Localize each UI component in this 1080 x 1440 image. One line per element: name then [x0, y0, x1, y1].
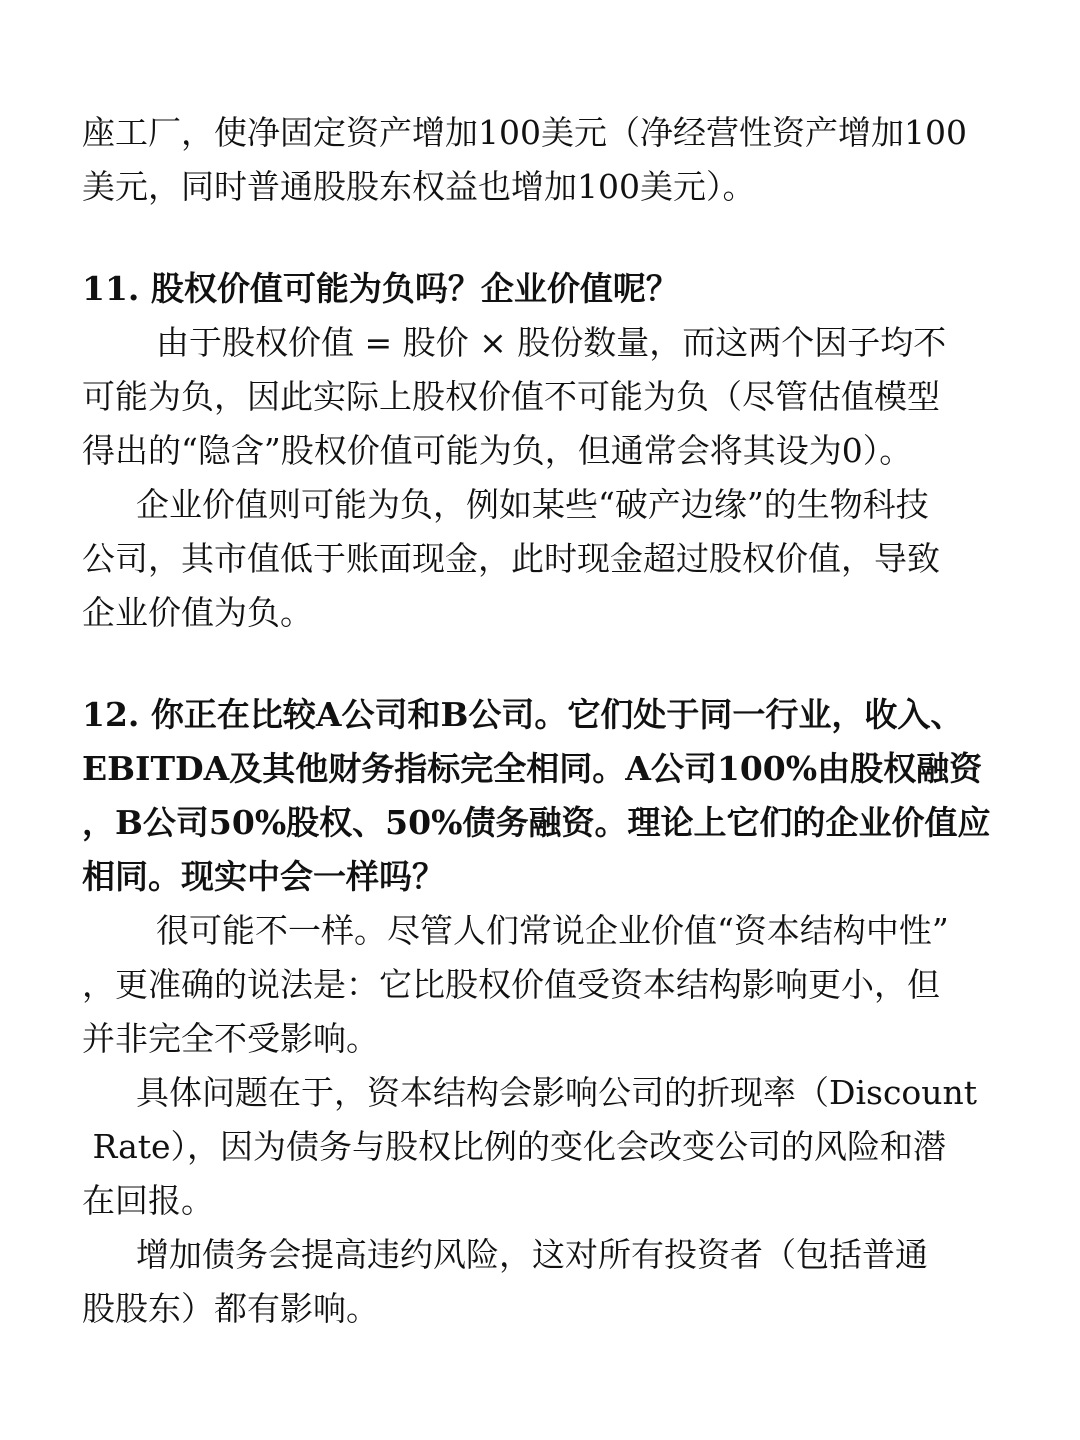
text-line: 得出的“隐含”股权价值可能为负，但通常会将其设为0）。 — [82, 431, 913, 470]
question-line: 12. 你正在比较A公司和B公司。它们处于同一行业，收入、 — [82, 695, 964, 734]
text-line: 并非完全不受影响。 — [82, 1019, 379, 1058]
text-line: 美元，同时普通股股东权益也增加100美元）。 — [82, 167, 756, 206]
text-line: ，更准确的说法是：它比股权价值受资本结构影响更小，但 — [82, 965, 940, 1004]
text-line: 在回报。 — [82, 1181, 214, 1220]
answer-12-paragraph-3 — [82, 1228, 998, 1336]
document-page — [82, 106, 998, 1336]
spacer — [82, 214, 998, 262]
text-line: Rate），因为债务与股权比例的变化会改变公司的风险和潜 — [82, 1127, 947, 1166]
text-line: 具体问题在于，资本结构会影响公司的折现率（Discount — [136, 1073, 978, 1112]
text-line: 增加债务会提高违约风险，这对所有投资者（包括普通 — [136, 1235, 928, 1274]
text-line: 座工厂，使净固定资产增加100美元（净经营性资产增加100 — [82, 113, 967, 152]
text-line: 可能为负，因此实际上股权价值不可能为负（尽管估值模型 — [82, 377, 940, 416]
question-line: EBITDA及其他财务指标完全相同。A公司100%由股权融资 — [82, 749, 983, 788]
text-line: 企业价值为负。 — [82, 593, 313, 632]
spacer — [82, 640, 998, 688]
answer-11-paragraph-1 — [82, 316, 998, 478]
question-line: ，B公司50%股权、50%债务融资。理论上它们的企业价值应 — [82, 803, 991, 842]
question-line: 相同。现实中会一样吗？ — [82, 857, 445, 896]
text-line: 由于股权价值 = 股价 × 股份数量，而这两个因子均不 — [156, 323, 947, 362]
answer-12-paragraph-2 — [82, 1066, 998, 1228]
question-12-section — [82, 688, 998, 1336]
text-line: 股股东）都有影响。 — [82, 1289, 379, 1328]
continuation-paragraph — [82, 106, 998, 214]
text-line: 公司，其市值低于账面现金，此时现金超过股权价值，导致 — [82, 539, 940, 578]
text-line: 很可能不一样。尽管人们常说企业价值“资本结构中性” — [156, 911, 949, 950]
question-11-section — [82, 262, 998, 640]
text-line: 企业价值则可能为负，例如某些“破产边缘”的生物科技 — [136, 485, 929, 524]
answer-12-paragraph-1 — [82, 904, 998, 1066]
answer-11-paragraph-2 — [82, 478, 998, 640]
question-12-heading — [82, 688, 998, 904]
question-11-heading: 11. 股权价值可能为负吗？企业价值呢？ — [82, 269, 679, 308]
